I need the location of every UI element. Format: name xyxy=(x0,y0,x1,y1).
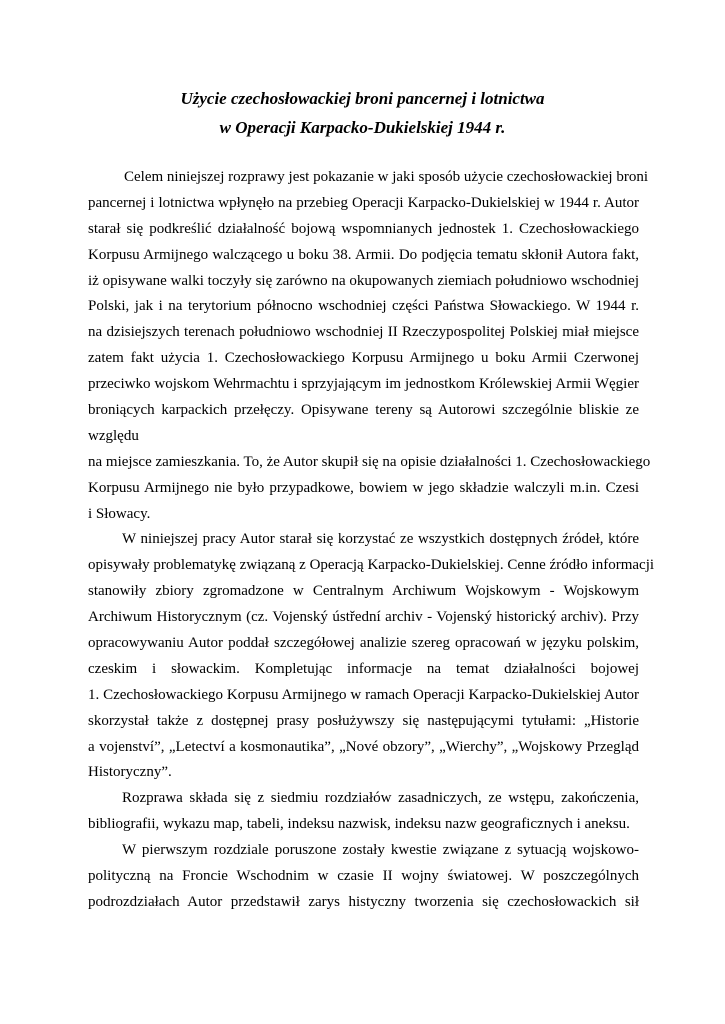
text-line: polityczną na Froncie Wschodnim w czasie II wojny światowej. W poszczególnych xyxy=(88,868,639,885)
text-line: iż opisywane walki toczyły się zarówno na okupowanych ziemiach południowo wschodniej xyxy=(88,272,639,289)
text-line: na miejsce zamieszkania. To, że Autor skupił się na opisie działalności 1. Czechosłowackiego xyxy=(88,453,651,470)
text-line: Polski, jak i na terytorium północno wschodniej części Państwa Słowackiego. W 1944 r. xyxy=(88,298,639,315)
text-line: W niniejszej pracy Autor starał się korzystać ze wszystkich dostępnych źródeł, które xyxy=(122,531,639,548)
text-line: opisywały problematykę związaną z Operacją Karpacko-Dukielskiej. Cenne źródło informacji xyxy=(88,557,655,574)
text-line: Historyczny”. xyxy=(88,764,172,781)
text-line: na dzisiejszych terenach południowo wschodniej II Rzeczypospolitej Polskiej miał miejsce xyxy=(88,324,639,341)
text-line: bibliografii, wykazu map, tabeli, indeksu nazwisk, indeksu nazw geograficznych i aneksu. xyxy=(88,816,630,833)
text-line: 1. Czechosłowackiego Korpusu Armijnego w ramach Operacji Karpacko-Dukielskiej Autor xyxy=(88,686,639,703)
text-line: podrozdziałach Autor przedstawił zarys histyczny tworzenia się czechosłowackich sił xyxy=(88,893,639,910)
text-line: Rozprawa składa się z siedmiu rozdziałów zasadniczych, ze wstępu, zakończenia, xyxy=(122,790,639,807)
document-body xyxy=(88,165,655,916)
text-line: broniących karpackich przełęczy. Opisywane tereny są Autorowi szczególnie bliskie ze xyxy=(88,402,639,419)
text-line: Archiwum Historycznym (cz. Vojenský ústřední archiv - Vojenský historický archiv). Przy xyxy=(88,609,639,626)
text-line: Korpusu Armijnego nie było przypadkowe, bowiem w jego składzie walczyli m.in. Czesi xyxy=(88,479,639,496)
text-line: a vojenství”, „Letectví a kosmonautika”, „Nové obzory”, „Wierchy”, „Wojskowy Przegląd xyxy=(88,738,639,755)
document-title-line-2: w Operacji Karpacko-Dukielskiej 1944 r. xyxy=(219,118,506,137)
text-line: stanowiły zbiory zgromadzone w Centralnym Archiwum Wojskowym - Wojskowym xyxy=(88,583,639,600)
text-line: względu xyxy=(88,427,139,444)
text-line: i Słowacy. xyxy=(88,505,151,522)
document-title-line-1: Użycie czechosłowackiej broni pancernej i lotnictwa xyxy=(180,89,545,108)
text-line: starał się podkreślić działalność bojową wspomnianych jednostek 1. Czechosłowackiego xyxy=(88,220,639,237)
text-line: Celem niniejszej rozprawy jest pokazanie w jaki sposób użycie czechosłowackiej broni xyxy=(124,169,648,185)
text-line: Korpusu Armijnego walczącego u boku 38. Armii. Do podjęcia tematu skłonił Autora fakt, xyxy=(88,246,639,263)
text-line: przeciwko wojskom Wehrmachtu i sprzyjającym im jednostkom Królewskiej Armii Węgier xyxy=(88,376,639,393)
text-line: pancernej i lotnictwa wpłynęło na przebieg Operacji Karpacko-Dukielskiej w 1944 r. Autor xyxy=(88,194,639,211)
text-line: W pierwszym rozdziale poruszone zostały kwestie związane z sytuacją wojskowo- xyxy=(122,842,639,859)
text-line: zatem fakt użycia 1. Czechosłowackiego Korpusu Armijnego u boku Armii Czerwonej xyxy=(88,350,639,367)
text-line: czeskim i słowackim. Kompletując informacje na temat działalności bojowej xyxy=(88,660,639,677)
text-line: opracowywaniu Autor poddał szczegółowej analizie szereg opracowań w języku polskim, xyxy=(88,635,639,652)
text-line: skorzystał także z dostępnej prasy posłużywszy się następującymi tytułami: „Historie xyxy=(88,712,639,729)
